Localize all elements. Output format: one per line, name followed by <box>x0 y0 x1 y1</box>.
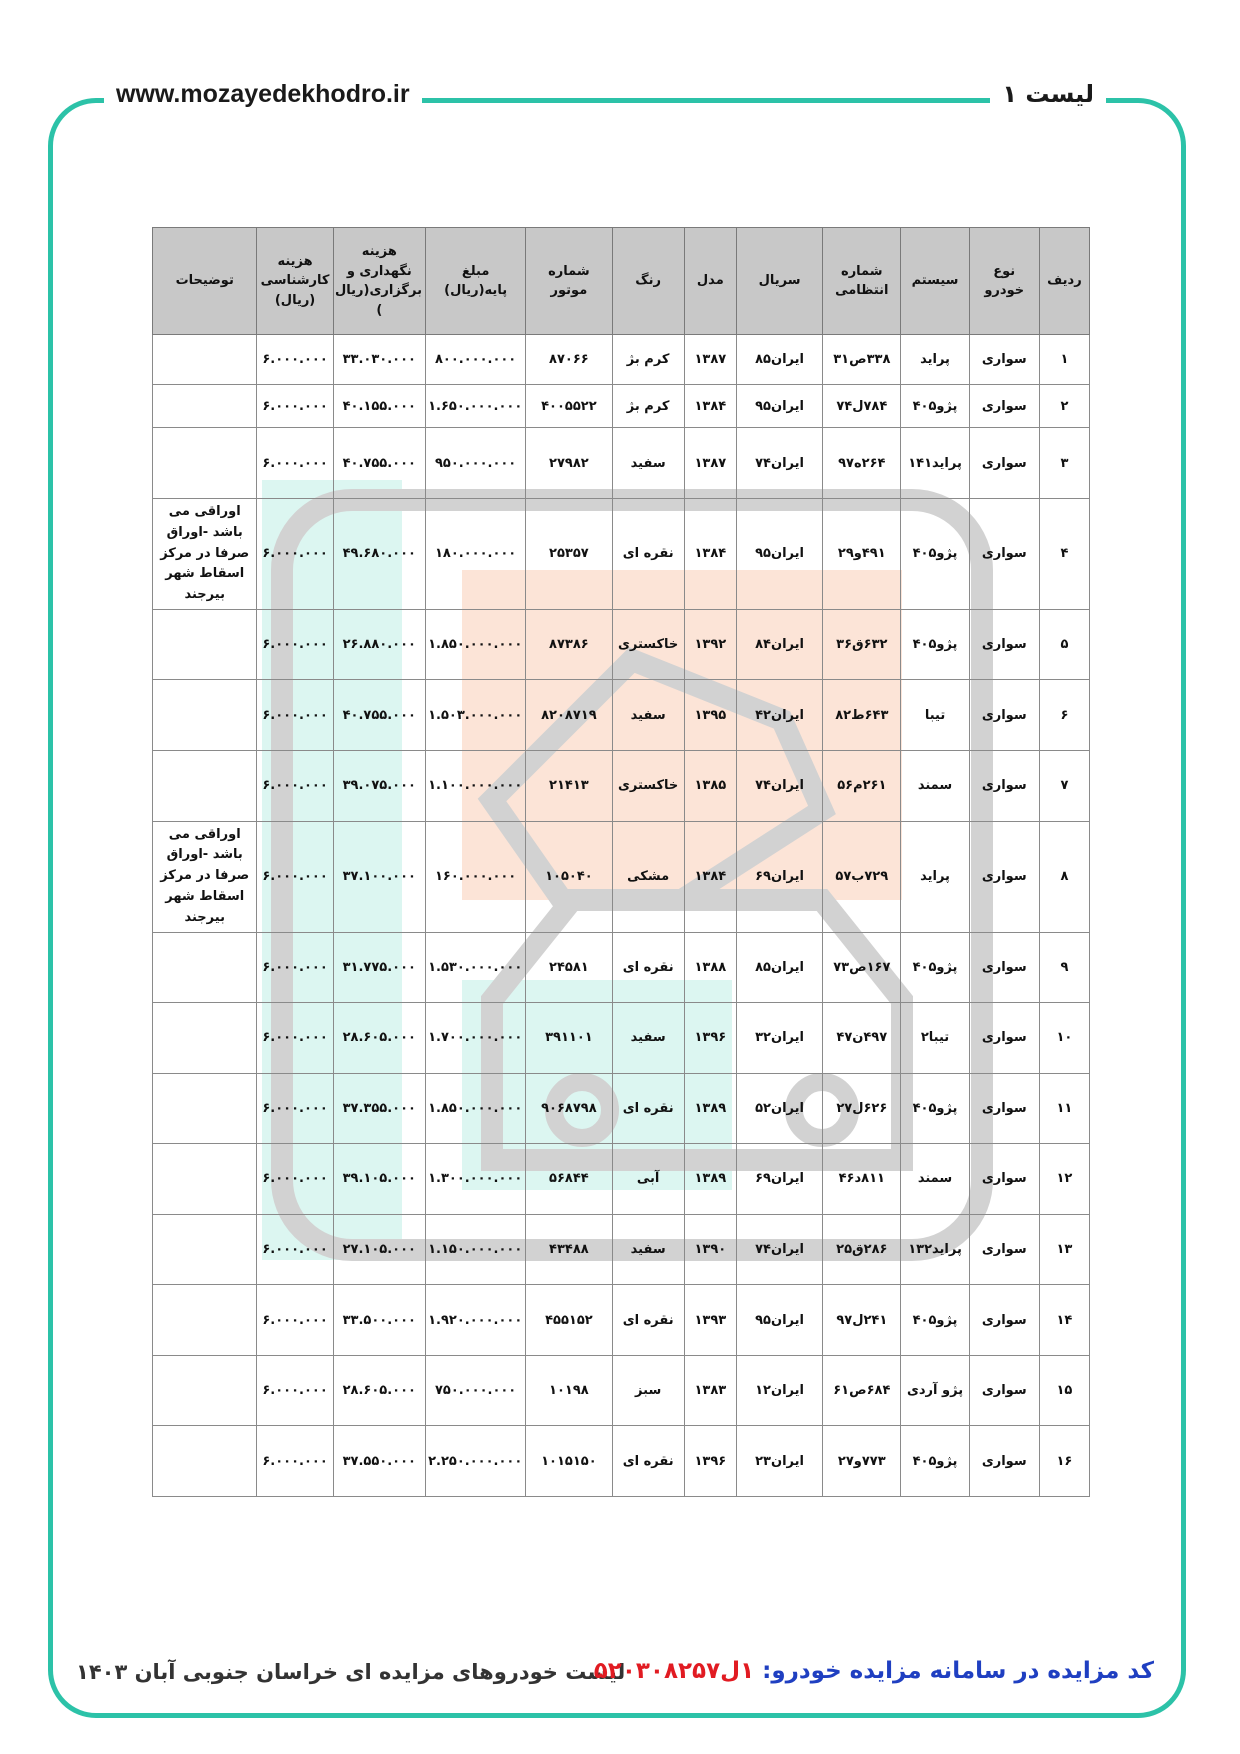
cell-row-number: ۴ <box>1039 498 1089 609</box>
cell-serial: ایران۹۵ <box>736 498 822 609</box>
cell-system: پراید <box>901 821 969 932</box>
cell-storage-cost: ۳۷.۵۵۰.۰۰۰ <box>333 1426 425 1497</box>
list-label: لیست ۱ <box>990 80 1106 108</box>
cell-plate-number: ۶۳۲ق۳۶ <box>823 609 901 680</box>
col-header-plate: شماره انتظامی <box>823 228 901 335</box>
cell-base-price: ۱.۱۵۰.۰۰۰.۰۰۰ <box>425 1214 525 1285</box>
cell-model-year: ۱۳۸۳ <box>684 1355 736 1426</box>
cell-base-price: ۱.۱۰۰.۰۰۰.۰۰۰ <box>425 750 525 821</box>
cell-expert-cost: ۶.۰۰۰.۰۰۰ <box>257 821 333 932</box>
cell-color: نقره ای <box>612 932 684 1003</box>
cell-base-price: ۱.۷۰۰.۰۰۰.۰۰۰ <box>425 1003 525 1074</box>
cell-color: نقره ای <box>612 1073 684 1144</box>
cell-notes <box>153 609 257 680</box>
cell-base-price: ۱.۸۵۰.۰۰۰.۰۰۰ <box>425 609 525 680</box>
auction-code-label: کد مزایده در سامانه مزایده خودرو: <box>754 1658 1154 1684</box>
cell-plate-number: ۴۹۱و۲۹ <box>823 498 901 609</box>
cell-expert-cost: ۶.۰۰۰.۰۰۰ <box>257 335 333 385</box>
cell-serial: ایران۶۹ <box>736 821 822 932</box>
cell-serial: ایران۴۲ <box>736 680 822 751</box>
cell-storage-cost: ۳۱.۷۷۵.۰۰۰ <box>333 932 425 1003</box>
cell-vehicle-type: سواری <box>969 1285 1039 1356</box>
cell-engine-number: ۱۰۱۵۱۵۰ <box>526 1426 612 1497</box>
cell-system: پژو۴۰۵ <box>901 1285 969 1356</box>
cell-serial: ایران۶۹ <box>736 1144 822 1215</box>
cell-model-year: ۱۳۹۵ <box>684 680 736 751</box>
cell-plate-number: ۶۴۳ط۸۲ <box>823 680 901 751</box>
cell-model-year: ۱۳۸۸ <box>684 932 736 1003</box>
cell-model-year: ۱۳۹۶ <box>684 1003 736 1074</box>
cell-base-price: ۹۵۰.۰۰۰.۰۰۰ <box>425 428 525 499</box>
cell-storage-cost: ۳۹.۰۷۵.۰۰۰ <box>333 750 425 821</box>
cell-notes <box>153 1285 257 1356</box>
cell-expert-cost: ۶.۰۰۰.۰۰۰ <box>257 1003 333 1074</box>
cell-expert-cost: ۶.۰۰۰.۰۰۰ <box>257 750 333 821</box>
cell-base-price: ۲.۲۵۰.۰۰۰.۰۰۰ <box>425 1426 525 1497</box>
cell-notes <box>153 335 257 385</box>
cell-expert-cost: ۶.۰۰۰.۰۰۰ <box>257 609 333 680</box>
cell-plate-number: ۱۶۷ص۷۳ <box>823 932 901 1003</box>
cell-vehicle-type: سواری <box>969 932 1039 1003</box>
cell-expert-cost: ۶.۰۰۰.۰۰۰ <box>257 428 333 499</box>
cell-color: نقره ای <box>612 1426 684 1497</box>
cell-row-number: ۷ <box>1039 750 1089 821</box>
table-row <box>153 428 1090 499</box>
cell-model-year: ۱۳۹۶ <box>684 1426 736 1497</box>
cell-storage-cost: ۴۰.۱۵۵.۰۰۰ <box>333 384 425 428</box>
cell-system: پژو۴۰۵ <box>901 932 969 1003</box>
cell-row-number: ۳ <box>1039 428 1089 499</box>
cell-base-price: ۱.۸۵۰.۰۰۰.۰۰۰ <box>425 1073 525 1144</box>
cell-plate-number: ۷۲۹ب۵۷ <box>823 821 901 932</box>
cell-base-price: ۱.۵۳۰.۰۰۰.۰۰۰ <box>425 932 525 1003</box>
col-header-row-number: ردیف <box>1039 228 1089 335</box>
cell-notes <box>153 1144 257 1215</box>
cell-storage-cost: ۳۷.۱۰۰.۰۰۰ <box>333 821 425 932</box>
table-row <box>153 680 1090 751</box>
col-header-vehicle-type: نوع خودرو <box>969 228 1039 335</box>
cell-notes <box>153 1003 257 1074</box>
cell-plate-number: ۲۸۶ق۲۵ <box>823 1214 901 1285</box>
table-row <box>153 1285 1090 1356</box>
cell-color: کرم بژ <box>612 335 684 385</box>
cell-storage-cost: ۲۸.۶۰۵.۰۰۰ <box>333 1003 425 1074</box>
col-header-base-price: مبلغ پایه(ریال) <box>425 228 525 335</box>
cell-plate-number: ۶۸۴ص۶۱ <box>823 1355 901 1426</box>
table-row <box>153 609 1090 680</box>
cell-plate-number: ۷۷۳و۲۷ <box>823 1426 901 1497</box>
cell-notes <box>153 932 257 1003</box>
cell-plate-number: ۲۴۱ل۹۷ <box>823 1285 901 1356</box>
col-header-storage-cost: هزینه نگهداری و برگزاری(ریال ) <box>333 228 425 335</box>
cell-row-number: ۸ <box>1039 821 1089 932</box>
cell-base-price: ۷۵۰.۰۰۰.۰۰۰ <box>425 1355 525 1426</box>
cell-row-number: ۱۶ <box>1039 1426 1089 1497</box>
cell-notes <box>153 750 257 821</box>
cell-vehicle-type: سواری <box>969 1073 1039 1144</box>
cell-model-year: ۱۳۸۴ <box>684 821 736 932</box>
cell-notes <box>153 1073 257 1144</box>
table-row <box>153 1073 1090 1144</box>
cell-expert-cost: ۶.۰۰۰.۰۰۰ <box>257 1214 333 1285</box>
cell-system: پژو آردی <box>901 1355 969 1426</box>
cell-color: سفید <box>612 428 684 499</box>
cell-base-price: ۸۰۰.۰۰۰.۰۰۰ <box>425 335 525 385</box>
cell-storage-cost: ۳۷.۳۵۵.۰۰۰ <box>333 1073 425 1144</box>
cell-system: سمند <box>901 750 969 821</box>
table-header-row <box>153 228 1090 335</box>
cell-notes <box>153 428 257 499</box>
cell-color: آبی <box>612 1144 684 1215</box>
cell-color: سفید <box>612 1214 684 1285</box>
cell-vehicle-type: سواری <box>969 1426 1039 1497</box>
cell-color: نقره ای <box>612 498 684 609</box>
cell-engine-number: ۵۶۸۴۴ <box>526 1144 612 1215</box>
col-header-model: مدل <box>684 228 736 335</box>
cell-storage-cost: ۳۳.۵۰۰.۰۰۰ <box>333 1285 425 1356</box>
cell-system: پژو۴۰۵ <box>901 1073 969 1144</box>
table-row <box>153 1214 1090 1285</box>
cell-color: سفید <box>612 1003 684 1074</box>
cell-engine-number: ۴۵۵۱۵۲ <box>526 1285 612 1356</box>
cell-notes: اوراقی می باشد -اوراق صرفا در مرکز اسقاط شهر بیرجند <box>153 821 257 932</box>
cell-row-number: ۱۲ <box>1039 1144 1089 1215</box>
cell-color: سفید <box>612 680 684 751</box>
cell-serial: ایران۲۳ <box>736 1426 822 1497</box>
cell-serial: ایران۱۲ <box>736 1355 822 1426</box>
cell-system: پژو۴۰۵ <box>901 1426 969 1497</box>
cell-expert-cost: ۶.۰۰۰.۰۰۰ <box>257 1073 333 1144</box>
cell-serial: ایران۷۴ <box>736 428 822 499</box>
auction-code <box>594 1658 1154 1684</box>
cell-expert-cost: ۶.۰۰۰.۰۰۰ <box>257 1285 333 1356</box>
cell-vehicle-type: سواری <box>969 428 1039 499</box>
table-row <box>153 1426 1090 1497</box>
cell-system: تیبا۲ <box>901 1003 969 1074</box>
cell-notes <box>153 1355 257 1426</box>
cell-row-number: ۱۴ <box>1039 1285 1089 1356</box>
cell-serial: ایران۵۲ <box>736 1073 822 1144</box>
cell-vehicle-type: سواری <box>969 384 1039 428</box>
cell-serial: ایران۷۴ <box>736 1214 822 1285</box>
cell-row-number: ۲ <box>1039 384 1089 428</box>
cell-row-number: ۱ <box>1039 335 1089 385</box>
cell-system: پراید۱۳۲ <box>901 1214 969 1285</box>
cell-engine-number: ۲۵۳۵۷ <box>526 498 612 609</box>
cell-storage-cost: ۴۰.۷۵۵.۰۰۰ <box>333 428 425 499</box>
col-header-serial: سریال <box>736 228 822 335</box>
cell-color: سبز <box>612 1355 684 1426</box>
cell-row-number: ۱۱ <box>1039 1073 1089 1144</box>
table-row <box>153 335 1090 385</box>
cell-vehicle-type: سواری <box>969 1003 1039 1074</box>
site-url[interactable]: www.mozayedekhodro.ir <box>104 80 422 109</box>
cell-engine-number: ۸۷۳۸۶ <box>526 609 612 680</box>
cell-vehicle-type: سواری <box>969 680 1039 751</box>
cell-storage-cost: ۲۷.۱۰۵.۰۰۰ <box>333 1214 425 1285</box>
cell-system: پژو۴۰۵ <box>901 384 969 428</box>
col-header-notes: توضیحات <box>153 228 257 335</box>
cell-color: خاکستری <box>612 750 684 821</box>
cell-vehicle-type: سواری <box>969 750 1039 821</box>
cell-model-year: ۱۳۸۷ <box>684 335 736 385</box>
cell-serial: ایران۸۵ <box>736 932 822 1003</box>
cell-plate-number: ۲۶۴ه۹۷ <box>823 428 901 499</box>
cell-vehicle-type: سواری <box>969 498 1039 609</box>
cell-base-price: ۱.۵۰۳.۰۰۰.۰۰۰ <box>425 680 525 751</box>
cell-storage-cost: ۲۸.۶۰۵.۰۰۰ <box>333 1355 425 1426</box>
cell-engine-number: ۸۲۰۸۷۱۹ <box>526 680 612 751</box>
cell-vehicle-type: سواری <box>969 821 1039 932</box>
table-row <box>153 750 1090 821</box>
cell-model-year: ۱۳۸۹ <box>684 1144 736 1215</box>
cell-engine-number: ۳۹۱۱۰۱ <box>526 1003 612 1074</box>
cell-expert-cost: ۶.۰۰۰.۰۰۰ <box>257 1426 333 1497</box>
cell-system: سمند <box>901 1144 969 1215</box>
cell-serial: ایران۹۵ <box>736 384 822 428</box>
cell-notes: اوراقی می باشد -اوراق صرفا در مرکز اسقاط شهر بیرجند <box>153 498 257 609</box>
cell-model-year: ۱۳۹۲ <box>684 609 736 680</box>
table-row <box>153 1355 1090 1426</box>
cell-engine-number: ۴۰۰۵۵۲۲ <box>526 384 612 428</box>
cell-engine-number: ۱۰۱۹۸ <box>526 1355 612 1426</box>
cell-row-number: ۵ <box>1039 609 1089 680</box>
cell-notes <box>153 384 257 428</box>
cell-engine-number: ۸۷۰۶۶ <box>526 335 612 385</box>
table-row <box>153 384 1090 428</box>
cell-storage-cost: ۳۳.۰۳۰.۰۰۰ <box>333 335 425 385</box>
cell-engine-number: ۲۴۵۸۱ <box>526 932 612 1003</box>
cell-storage-cost: ۳۹.۱۰۵.۰۰۰ <box>333 1144 425 1215</box>
table-row <box>153 821 1090 932</box>
cell-engine-number: ۴۳۴۸۸ <box>526 1214 612 1285</box>
cell-serial: ایران۹۵ <box>736 1285 822 1356</box>
cell-plate-number: ۲۶۱م۵۶ <box>823 750 901 821</box>
cell-expert-cost: ۶.۰۰۰.۰۰۰ <box>257 932 333 1003</box>
cell-serial: ایران۸۴ <box>736 609 822 680</box>
table-row <box>153 1144 1090 1215</box>
cell-base-price: ۱۶۰.۰۰۰.۰۰۰ <box>425 821 525 932</box>
cell-base-price: ۱.۹۲۰.۰۰۰.۰۰۰ <box>425 1285 525 1356</box>
cell-row-number: ۶ <box>1039 680 1089 751</box>
col-header-system: سیستم <box>901 228 969 335</box>
cell-color: مشکی <box>612 821 684 932</box>
cell-engine-number: ۹۰۶۸۷۹۸ <box>526 1073 612 1144</box>
table-row <box>153 498 1090 609</box>
cell-row-number: ۱۰ <box>1039 1003 1089 1074</box>
cell-color: نقره ای <box>612 1285 684 1356</box>
cell-notes <box>153 1214 257 1285</box>
cell-plate-number: ۳۳۸ص۳۱ <box>823 335 901 385</box>
cell-plate-number: ۴۹۷ن۴۷ <box>823 1003 901 1074</box>
cell-model-year: ۱۳۸۴ <box>684 384 736 428</box>
cell-model-year: ۱۳۸۵ <box>684 750 736 821</box>
cell-vehicle-type: سواری <box>969 609 1039 680</box>
cell-system: پژو۴۰۵ <box>901 609 969 680</box>
cell-expert-cost: ۶.۰۰۰.۰۰۰ <box>257 1355 333 1426</box>
cell-engine-number: ۱۰۵۰۴۰ <box>526 821 612 932</box>
cell-vehicle-type: سواری <box>969 1144 1039 1215</box>
cell-system: پراید <box>901 335 969 385</box>
table-row <box>153 932 1090 1003</box>
col-header-expert-cost: هزینه کارشناسی (ریال) <box>257 228 333 335</box>
cell-serial: ایران۳۲ <box>736 1003 822 1074</box>
cell-plate-number: ۸۱۱د۴۶ <box>823 1144 901 1215</box>
cell-notes <box>153 680 257 751</box>
cell-expert-cost: ۶.۰۰۰.۰۰۰ <box>257 498 333 609</box>
cell-plate-number: ۶۲۶ل۲۷ <box>823 1073 901 1144</box>
cell-model-year: ۱۳۸۴ <box>684 498 736 609</box>
cell-vehicle-type: سواری <box>969 1355 1039 1426</box>
table-row <box>153 1003 1090 1074</box>
cell-model-year: ۱۳۹۰ <box>684 1214 736 1285</box>
cell-engine-number: ۲۷۹۸۲ <box>526 428 612 499</box>
col-header-color: رنگ <box>612 228 684 335</box>
auction-code-value: ۱ل۵۲۰۳۰۸۲۵۷ <box>593 1658 755 1684</box>
cell-vehicle-type: سواری <box>969 335 1039 385</box>
cell-system: پراید۱۴۱ <box>901 428 969 499</box>
cell-model-year: ۱۳۸۹ <box>684 1073 736 1144</box>
cell-row-number: ۱۵ <box>1039 1355 1089 1426</box>
cell-expert-cost: ۶.۰۰۰.۰۰۰ <box>257 384 333 428</box>
cell-plate-number: ۷۸۴ل۷۴ <box>823 384 901 428</box>
cell-base-price: ۱۸۰.۰۰۰.۰۰۰ <box>425 498 525 609</box>
col-header-engine: شماره موتور <box>526 228 612 335</box>
cell-expert-cost: ۶.۰۰۰.۰۰۰ <box>257 680 333 751</box>
cell-model-year: ۱۳۸۷ <box>684 428 736 499</box>
cell-model-year: ۱۳۹۳ <box>684 1285 736 1356</box>
cell-system: تیبا <box>901 680 969 751</box>
cell-storage-cost: ۴۰.۷۵۵.۰۰۰ <box>333 680 425 751</box>
cell-base-price: ۱.۶۵۰.۰۰۰.۰۰۰ <box>425 384 525 428</box>
cell-engine-number: ۲۱۴۱۳ <box>526 750 612 821</box>
cell-notes <box>153 1426 257 1497</box>
cell-color: خاکستری <box>612 609 684 680</box>
cell-storage-cost: ۴۹.۶۸۰.۰۰۰ <box>333 498 425 609</box>
cell-row-number: ۱۳ <box>1039 1214 1089 1285</box>
cell-serial: ایران۸۵ <box>736 335 822 385</box>
cell-color: کرم بژ <box>612 384 684 428</box>
cell-storage-cost: ۲۶.۸۸۰.۰۰۰ <box>333 609 425 680</box>
cars-table <box>152 227 1090 1497</box>
footer-title: لیست خودروهای مزایده ای خراسان جنوبی آبان ۱۴۰۳ <box>76 1660 626 1684</box>
cell-system: پژو۴۰۵ <box>901 498 969 609</box>
cell-expert-cost: ۶.۰۰۰.۰۰۰ <box>257 1144 333 1215</box>
cell-serial: ایران۷۴ <box>736 750 822 821</box>
cell-row-number: ۹ <box>1039 932 1089 1003</box>
cell-vehicle-type: سواری <box>969 1214 1039 1285</box>
cell-base-price: ۱.۳۰۰.۰۰۰.۰۰۰ <box>425 1144 525 1215</box>
